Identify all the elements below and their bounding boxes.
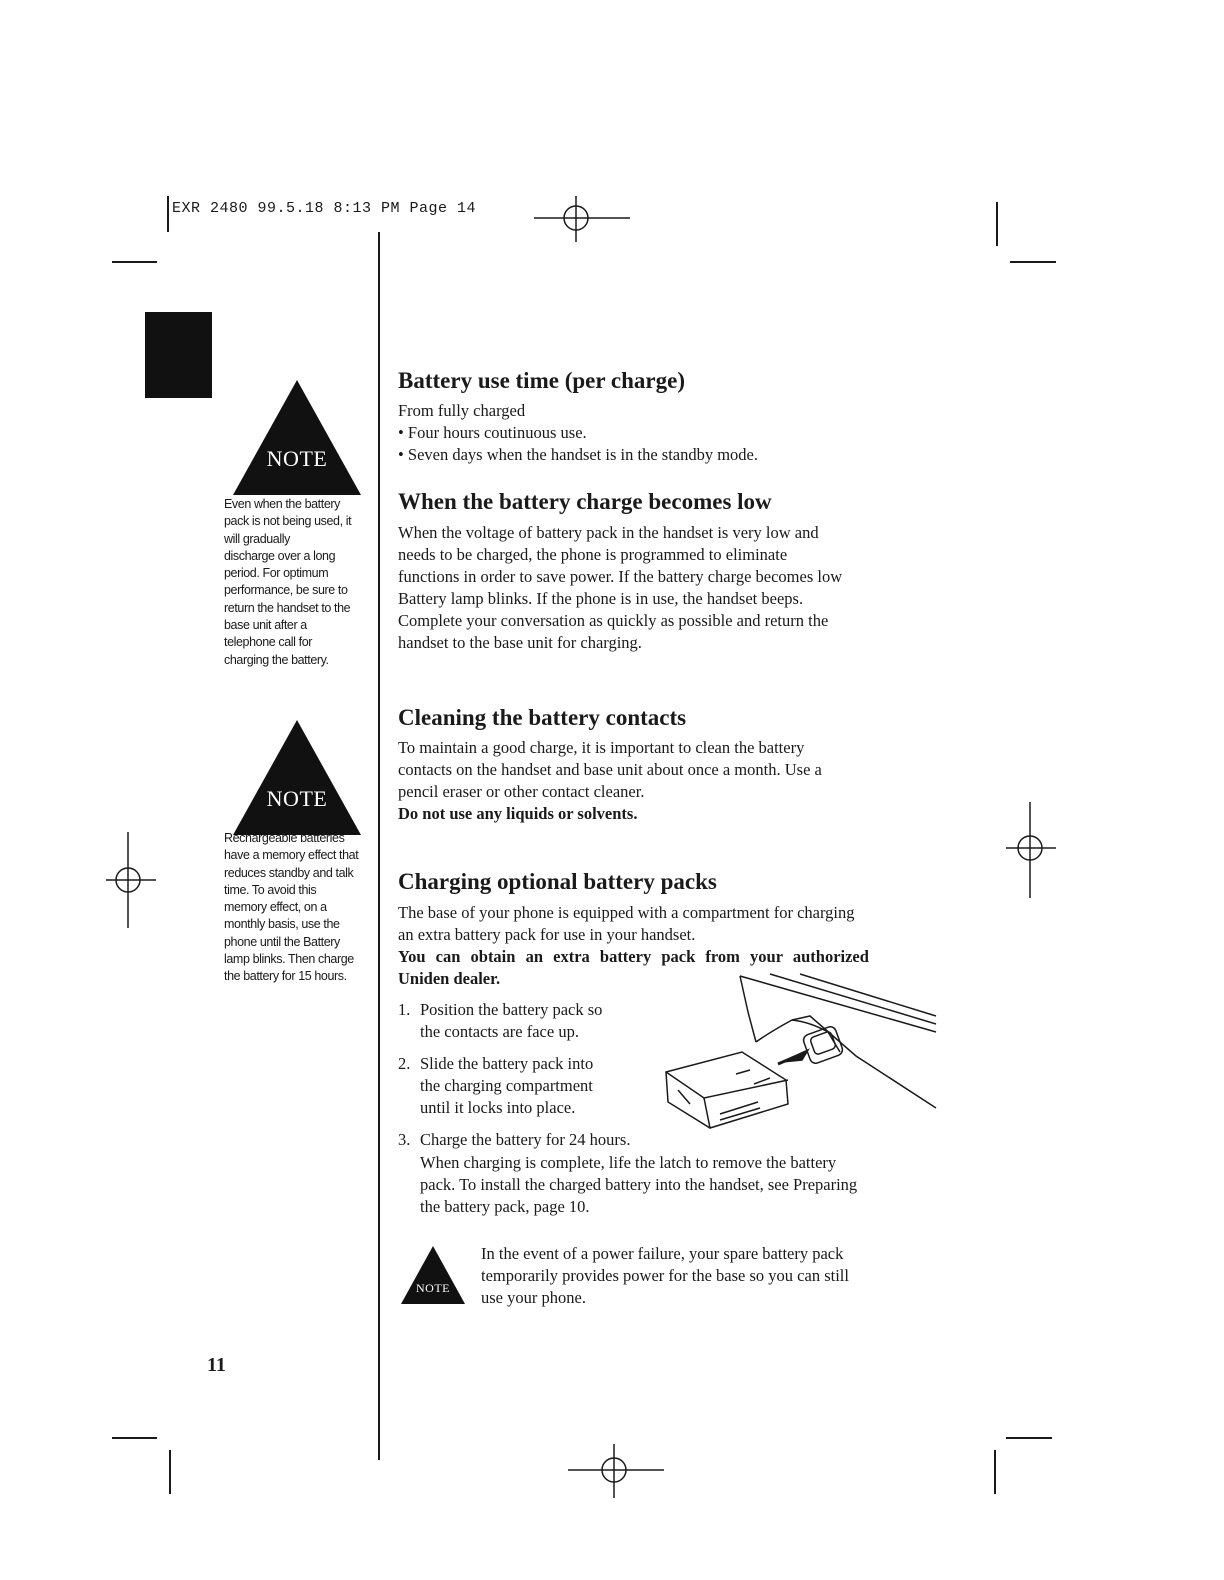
page-number: 11 <box>207 1354 226 1376</box>
crop-mark <box>1006 1437 1052 1439</box>
battery-pack-illustration <box>660 972 942 1142</box>
charging-complete-body: When charging is complete, life the latch to remove the battery pack. To install the charged battery into the handset, see Preparing the battery pack, page 10. <box>420 1153 858 1216</box>
cleaning-contacts-body: To maintain a good charge, it is important to clean the battery contacts on the handset and base unit about once a month. Use a pencil eraser or other contact cleaner. Do not use any liquids or solvents. <box>398 737 943 825</box>
battery-use-time-body: From fully charged • Four hours coutinuous use. • Seven days when the handset is in the standby mode. <box>398 401 759 464</box>
registration-mark-right <box>1006 802 1058 898</box>
battery-charge-low-body: When the voltage of battery pack in the handset is very low and needs to be charged, the phone is programmed to eliminate functions in order to save power. If the battery charge becomes low Battery lamp blinks. If the phone is in use, the handset beeps. Complete your conversation as quickly as possible and return the handset to the base unit for charging. <box>398 523 843 652</box>
note-icon: NOTE <box>233 720 361 835</box>
power-failure-note: In the event of a power failure, your spare battery pack temporarily provides power for the base so you can still use your phone. <box>481 1244 849 1307</box>
charging-dealer-note: You can obtain an extra battery pack from your authorized Uniden dealer. <box>398 947 869 988</box>
crop-mark <box>994 1450 996 1494</box>
crop-mark <box>1010 261 1056 263</box>
side-note-battery-discharge: Even when the battery pack is not being used, it will gradually discharge over a long period. For optimum performance, be sure to return the handset to the base unit after a telephone call for charging the battery. <box>224 497 352 667</box>
crop-mark <box>112 261 157 263</box>
crop-mark <box>169 1450 171 1494</box>
side-note-memory-effect: Rechargeable batteries have a memory effect that reduces standby and talk time. To avoid this memory effect, on a monthly basis, use the phone until the Battery lamp blinks. Then charge the battery for 15 hours. <box>224 831 359 984</box>
charging-intro: The base of your phone is equipped with a compartment for charging an extra battery pack for use in your handset. <box>398 903 855 944</box>
heading-cleaning-contacts: Cleaning the battery contacts <box>398 705 687 730</box>
registration-mark-top <box>534 196 634 246</box>
crop-mark <box>996 202 998 246</box>
note-icon: NOTE <box>233 380 361 495</box>
print-slug: EXR 2480 99.5.18 8:13 PM Page 14 <box>172 200 477 217</box>
crop-mark <box>167 196 169 232</box>
heading-battery-charge-low: When the battery charge becomes low <box>398 489 772 514</box>
section-tab-block <box>145 312 212 398</box>
registration-mark-left <box>106 832 158 928</box>
note-icon: NOTE <box>401 1246 465 1304</box>
column-divider <box>378 232 380 1460</box>
crop-mark <box>112 1437 157 1439</box>
registration-mark-bottom <box>568 1444 668 1500</box>
heading-charging-optional-packs: Charging optional battery packs <box>398 869 717 894</box>
heading-battery-use-time: Battery use time (per charge) <box>398 368 685 393</box>
cleaning-warning: Do not use any liquids or solvents. <box>398 804 638 823</box>
